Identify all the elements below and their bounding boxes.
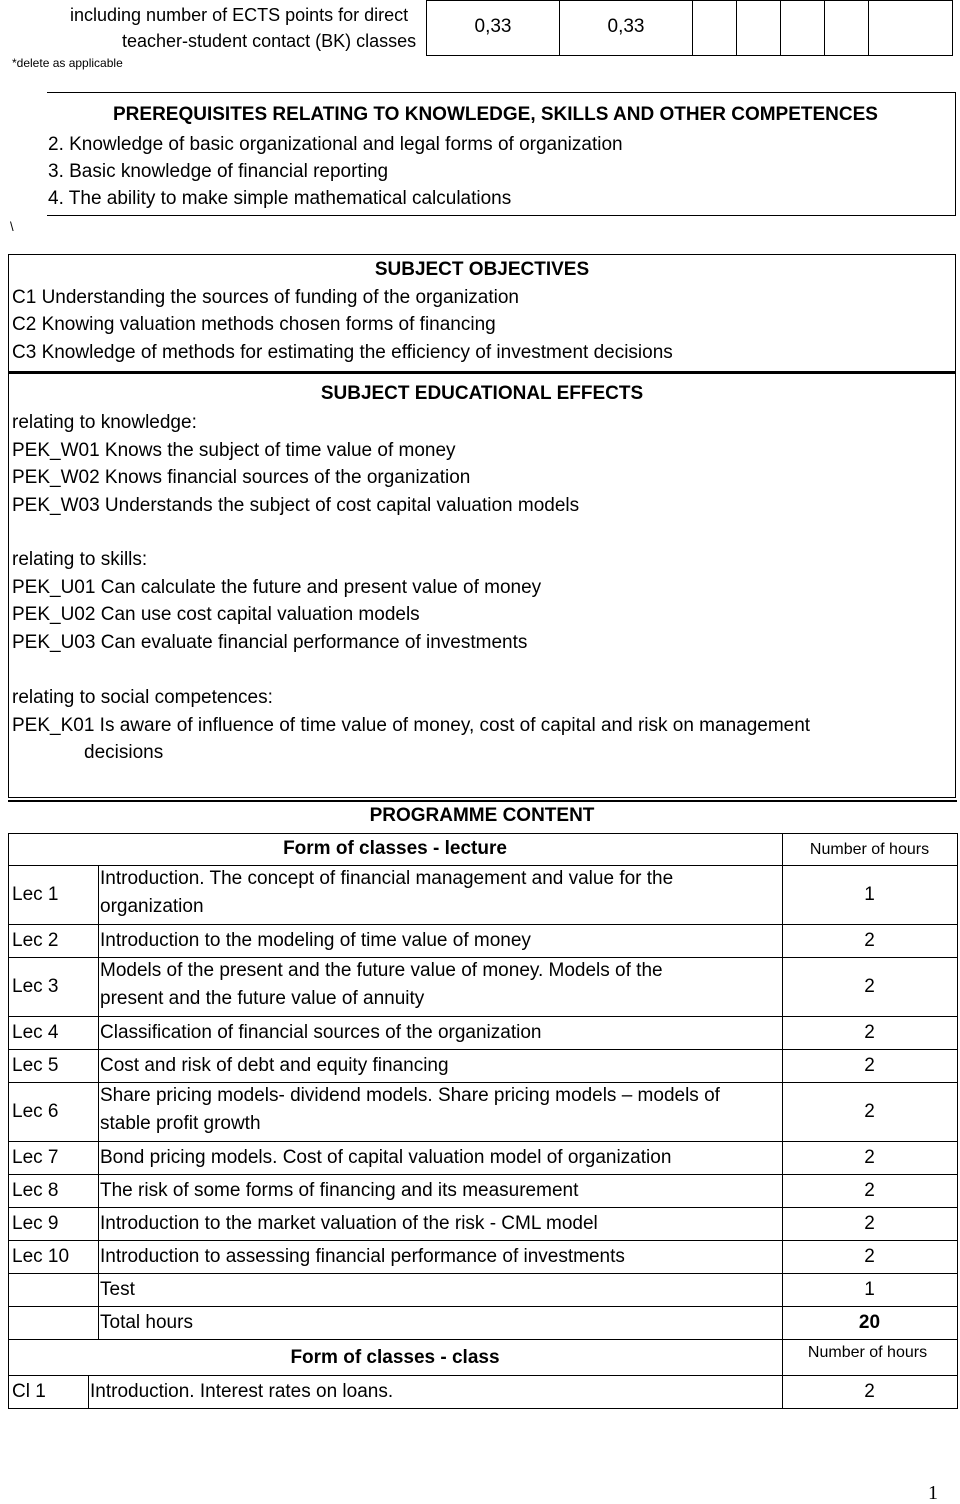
lecture-topic-cell [98,1306,783,1340]
lecture-topic-line2: organization [100,896,204,917]
ects-cell-5 [780,0,825,56]
lecture-code: Lec 5 [12,1054,59,1076]
lecture-hours: 2 [864,975,875,997]
ects-cell-6 [824,0,869,56]
ects-cell-4 [736,0,781,56]
ects-label-line1: including number of ECTS points for direct [70,5,409,25]
lecture-hours: 2 [864,1212,875,1234]
class-hours: 2 [864,1380,875,1402]
lecture-hours: 2 [864,929,875,951]
class-code: Cl 1 [12,1380,46,1402]
lecture-code: Lec 7 [12,1146,59,1168]
lecture-code: Lec 3 [12,975,59,997]
ects-value-2: 0,33 [607,16,645,37]
class-topic: Introduction. Interest rates on loans. [90,1380,394,1402]
lecture-topic-line2: stable profit growth [100,1113,261,1134]
lecture-topic: The risk of some forms of financing and its measurement [100,1179,579,1201]
lecture-hours: 2 [864,1245,875,1267]
prereq-top-rule [47,92,956,93]
lecture-topic-cell [98,1273,783,1307]
lecture-code: Lec 6 [12,1100,59,1122]
objective-item: C2 Knowing valuation methods chosen forms of financing [12,314,496,335]
lecture-code: Lec 8 [12,1179,59,1201]
objectives-heading: SUBJECT OBJECTIVES [374,259,590,280]
lecture-topic: Bond pricing models. Cost of capital valuation model of organization [100,1146,672,1168]
lecture-hours: 2 [864,1021,875,1043]
ects-cell-3 [692,0,737,56]
class-heading: Form of classes - class [290,1347,500,1368]
objective-item: C1 Understanding the sources of funding of the organization [12,287,519,308]
social-label: relating to social competences: [12,687,273,708]
lecture-hours: 2 [864,1054,875,1076]
objective-item: C3 Knowledge of methods for estimating the efficiency of investment decisions [12,342,673,363]
lecture-topic-line1: Introduction. The concept of financial management and value for the [100,868,674,889]
knowledge-item: PEK_W03 Understands the subject of cost capital valuation models [12,495,580,516]
programme-top-rule [8,800,957,802]
prereq-right-rule [955,92,956,216]
effects-heading: SUBJECT EDUCATIONAL EFFECTS [320,383,644,404]
ects-cell-7 [868,0,953,56]
prereq-bottom-rule [47,215,956,216]
lecture-code-cell [8,1273,99,1307]
lecture-topic-line2: present and the future value of annuity [100,988,425,1009]
lecture-topic: Test [100,1278,135,1300]
social-item-line2: decisions [84,742,164,763]
lecture-topic: Classification of financial sources of the organization [100,1021,542,1043]
knowledge-item: PEK_W01 Knows the subject of time value of money [12,440,456,461]
footnote: *delete as applicable [12,56,123,70]
prereq-item: 3. Basic knowledge of financial reporting [48,161,389,182]
prereq-item: 4. The ability to make simple mathematical calculations [48,188,512,209]
ects-label-line2: teacher-student contact (BK) classes [122,31,417,51]
lecture-hours: 20 [858,1311,881,1333]
lecture-code-cell [8,1306,99,1340]
knowledge-label: relating to knowledge: [12,412,197,433]
skill-item: PEK_U01 Can calculate the future and present value of money [12,577,542,598]
lecture-topic: Introduction to the market valuation of the risk - CML model [100,1212,598,1234]
lecture-code: Lec 10 [12,1245,70,1267]
knowledge-item: PEK_W02 Knows financial sources of the organization [12,467,471,488]
programme-heading: PROGRAMME CONTENT [369,805,595,826]
lecture-topic: Introduction to the modeling of time value of money [100,929,531,951]
lecture-hours: 1 [864,883,875,905]
lecture-code: Lec 2 [12,929,59,951]
skills-label: relating to skills: [12,549,148,570]
ects-value-1: 0,33 [474,16,512,37]
social-item-line1: PEK_K01 Is aware of influence of time value of money, cost of capital and risk on management [12,715,811,736]
lecture-code: Lec 1 [12,883,59,905]
lecture-topic: Introduction to assessing financial performance of investments [100,1245,625,1267]
hours-heading: Number of hours [809,841,930,858]
lecture-topic-line1: Share pricing models- dividend models. Share pricing models – models of [100,1085,720,1106]
prereq-heading: PREREQUISITES RELATING TO KNOWLEDGE, SKILLS AND OTHER COMPETENCES [113,104,878,125]
lecture-hours: 1 [864,1278,875,1300]
lecture-hours: 2 [864,1146,875,1168]
lecture-topic: Cost and risk of debt and equity financing [100,1054,449,1076]
lecture-heading: Form of classes - lecture [283,838,507,859]
skill-item: PEK_U03 Can evaluate financial performance of investments [12,632,528,653]
lecture-topic-line1: Models of the present and the future value of money. Models of the [100,960,663,981]
skill-item: PEK_U02 Can use cost capital valuation models [12,604,420,625]
lecture-code: Lec 9 [12,1212,59,1234]
page-number: 1 [928,1482,938,1504]
lecture-hours: 2 [864,1179,875,1201]
lecture-topic: Total hours [100,1311,193,1333]
prereq-item: 2. Knowledge of basic organizational and legal forms of organization [48,134,623,155]
class-hours-heading: Number of hours [807,1344,928,1361]
stray-mark: \ [10,219,14,234]
lecture-code: Lec 4 [12,1021,59,1043]
lecture-hours: 2 [864,1100,875,1122]
